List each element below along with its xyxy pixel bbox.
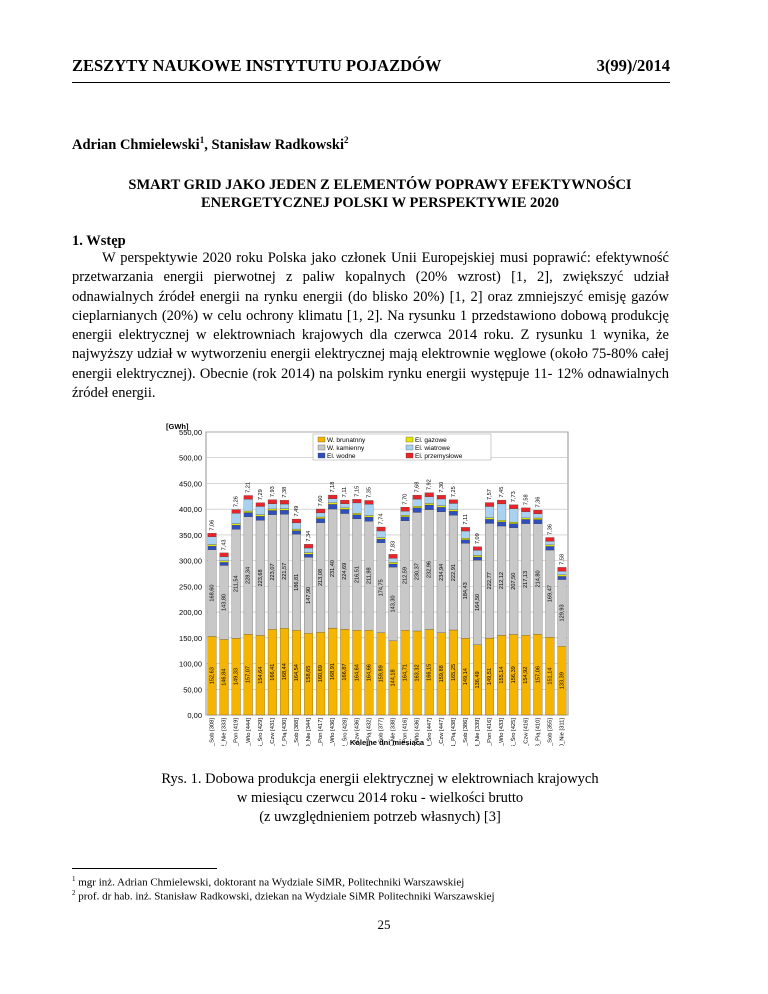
data-label: 7,34 — [306, 530, 313, 542]
issue-number: 3(99)/2014 — [596, 56, 670, 75]
legend-swatch — [406, 445, 413, 450]
data-label: 159,88 — [438, 665, 445, 683]
data-label: 7,74 — [378, 513, 385, 525]
bar-segment — [352, 515, 361, 519]
bar-segment — [268, 500, 277, 504]
x-tick-label: 08_Sob [388] — [294, 718, 301, 746]
data-label: 222,77 — [487, 572, 494, 590]
bar-segment — [546, 541, 555, 545]
bar-segment — [280, 500, 289, 504]
caption-line-3: (z uwzględnieniem potrzeb własnych) [3] — [259, 809, 501, 825]
bar-segment — [208, 533, 217, 537]
y-tick-label: 0,00 — [187, 711, 202, 720]
bar-segment — [497, 500, 506, 504]
data-label: 232,96 — [426, 561, 433, 579]
data-label: 231,40 — [330, 560, 337, 578]
bar-segment — [401, 515, 410, 517]
bar-segment — [268, 509, 277, 511]
bar-segment — [340, 500, 349, 504]
data-label: 149,33 — [233, 668, 240, 686]
footnote-2-num: 2 — [72, 889, 76, 897]
bar-segment — [365, 504, 374, 515]
x-tick-label: 26_Śro [425] — [511, 718, 518, 746]
bar-segment — [280, 510, 289, 514]
legend-swatch — [318, 453, 325, 458]
data-label: 7,36 — [535, 496, 542, 508]
data-label: 7,15 — [354, 485, 361, 497]
bar-segment — [413, 495, 422, 499]
bar-segment — [437, 499, 446, 506]
x-tick-label: 10_Pon [417] — [318, 718, 325, 746]
data-label: 7,70 — [402, 493, 409, 505]
x-tick-label: 14_Pią [432] — [366, 718, 373, 746]
data-label: 7,30 — [438, 481, 445, 493]
y-tick-label: 550,00 — [179, 428, 202, 437]
bar-segment — [256, 506, 265, 514]
x-tick-label: 21_Pią [438] — [450, 718, 457, 746]
data-label: 146,84 — [221, 668, 228, 686]
running-header — [72, 56, 670, 83]
x-tick-label: 06_Czw [431] — [269, 718, 276, 746]
y-tick-label: 50,00 — [183, 685, 202, 695]
bar-segment — [244, 499, 253, 511]
bar-segment — [497, 504, 506, 520]
bar-segment — [244, 495, 253, 499]
bar-segment — [389, 554, 398, 558]
bar-segment — [449, 503, 458, 509]
x-tick-label: 18_Wto [436] — [414, 718, 421, 746]
bar-segment — [389, 564, 398, 567]
data-label: 230,37 — [414, 563, 421, 581]
bar-segment — [340, 509, 349, 513]
data-label: 221,57 — [281, 562, 288, 580]
data-label: 159,89 — [378, 665, 385, 683]
data-label: 7,45 — [499, 486, 506, 498]
bar-segment — [546, 546, 555, 550]
bar-segment — [437, 506, 446, 508]
bar-segment — [328, 503, 337, 505]
bar-segment — [377, 527, 386, 531]
x-tick-label: 27_Czw [416] — [523, 718, 530, 746]
data-label: 154,64 — [257, 666, 264, 684]
data-label: 168,91 — [330, 662, 337, 681]
footnote-1-num: 1 — [72, 875, 76, 883]
bar-segment — [220, 562, 229, 565]
data-label: 164,64 — [354, 664, 361, 682]
data-label: 169,47 — [547, 585, 554, 603]
y-tick-label: 400,00 — [179, 505, 202, 515]
bar-segment — [509, 509, 518, 522]
data-label: 213,08 — [318, 568, 325, 587]
bar-segment — [304, 553, 313, 555]
y-tick-label: 250,00 — [179, 582, 202, 592]
bar-segment — [437, 495, 446, 499]
x-tick-label: 23_Nie [339] — [475, 718, 482, 746]
bar-segment — [449, 500, 458, 504]
bar-segment — [268, 510, 277, 514]
bar-segment — [232, 510, 241, 514]
data-label: 7,58 — [559, 553, 566, 565]
bar-segment — [292, 531, 301, 535]
bar-segment — [316, 513, 325, 517]
bar-segment — [533, 514, 542, 518]
caption-line-2: w miesiącu czerwcu 2014 roku - wielkości brutto — [236, 790, 524, 806]
data-label: 147,90 — [306, 586, 313, 604]
author-2-mark: 2 — [344, 135, 349, 145]
bar-segment — [485, 506, 494, 517]
bar-segment — [316, 517, 325, 519]
bar-segment — [461, 527, 470, 531]
bar-segment — [413, 506, 422, 508]
bar-segment — [521, 508, 530, 512]
x-tick-label: 19_Śro [447] — [426, 718, 433, 746]
bar-segment — [316, 509, 325, 513]
bar-segment — [304, 544, 313, 548]
bar-segment — [220, 557, 229, 561]
data-label: 7,35 — [366, 486, 373, 498]
data-label: 212,12 — [499, 572, 506, 590]
data-label: 152,63 — [209, 667, 216, 685]
data-label: 184,43 — [462, 582, 469, 600]
legend-swatch — [406, 437, 413, 442]
data-label: 149,51 — [487, 667, 494, 686]
legend-label: W. kamienny — [327, 445, 365, 452]
x-tick-label: 01_Sob [308] — [209, 718, 216, 746]
data-label: 168,60 — [209, 584, 216, 602]
bar-segment — [377, 538, 386, 540]
x-tick-label: 20_Czw [447] — [438, 718, 445, 746]
bar-segment — [352, 503, 361, 513]
bar-segment — [304, 548, 313, 553]
y-tick-label: 100,00 — [179, 659, 202, 669]
footnote-rule — [72, 868, 217, 869]
bar-segment — [473, 555, 482, 557]
data-label: 160,69 — [318, 665, 325, 683]
author-1: Adrian Chmielewski — [72, 136, 200, 153]
data-label: 7,21 — [245, 482, 252, 493]
bar-segment — [208, 537, 217, 545]
data-label: 158,65 — [306, 665, 313, 683]
legend-swatch — [318, 445, 325, 450]
bar-segment — [244, 513, 253, 517]
bar-segment — [485, 518, 494, 520]
bar-segment — [220, 553, 229, 557]
data-label: 7,73 — [511, 491, 518, 503]
data-label: 223,68 — [257, 569, 264, 587]
data-label: 7,11 — [342, 486, 349, 498]
data-label: 155,14 — [499, 666, 506, 684]
data-label: 149,14 — [462, 668, 469, 686]
bar-segment — [425, 505, 434, 510]
bar-segment — [220, 561, 229, 563]
bar-segment — [268, 504, 277, 509]
data-label: 216,51 — [354, 566, 361, 584]
bar-segment — [473, 550, 482, 555]
intro-paragraph — [72, 249, 669, 403]
data-label: 157,06 — [535, 666, 542, 684]
x-tick-label: 29_Sob [355] — [547, 718, 554, 746]
data-label: 168,44 — [281, 663, 288, 681]
legend-swatch — [406, 453, 413, 458]
bar-segment — [558, 571, 567, 575]
bar-segment — [401, 507, 410, 511]
data-label: 163,32 — [414, 664, 421, 682]
y-tick-label: 450,00 — [179, 479, 202, 489]
bar-segment — [521, 518, 530, 520]
authors — [72, 135, 349, 154]
data-label: 7,11 — [462, 514, 469, 525]
data-label: 211,98 — [366, 567, 373, 585]
bar-segment — [280, 504, 289, 509]
data-label: 7,43 — [221, 539, 228, 551]
bar-segment — [521, 512, 530, 518]
bar-segment — [473, 557, 482, 560]
data-label: 7,18 — [330, 481, 337, 493]
data-label: 136,49 — [474, 671, 481, 689]
data-label: 7,06 — [209, 519, 216, 531]
bar-segment — [497, 520, 506, 522]
bar-segment — [449, 510, 458, 512]
data-label: 212,59 — [402, 567, 409, 585]
bar-segment — [352, 499, 361, 503]
bar-segment — [232, 524, 241, 526]
bar-segment — [461, 531, 470, 538]
x-tick-label: 02_Nie [333] — [221, 718, 228, 746]
data-label: 211,54 — [233, 575, 240, 593]
bar-segment — [256, 515, 265, 517]
x-tick-label: 15_Sob [377] — [378, 718, 385, 746]
data-label: 7,60 — [318, 495, 325, 507]
y-tick-label: 300,00 — [179, 556, 202, 566]
bar-segment — [497, 522, 506, 526]
bar-segment — [377, 539, 386, 543]
data-label: 7,38 — [281, 486, 288, 498]
bar-segment — [340, 508, 349, 510]
y-axis-label: [GWh] — [166, 422, 189, 431]
bar-segment — [328, 499, 337, 503]
x-tick-label: 03_Pon [419] — [233, 718, 240, 746]
x-tick-label: 28_Pią [410] — [535, 718, 542, 746]
data-label: 164,50 — [474, 593, 481, 612]
data-label: 164,54 — [293, 664, 300, 682]
y-tick-label: 150,00 — [179, 633, 202, 643]
data-label: 222,91 — [450, 564, 457, 582]
data-label: 214,80 — [535, 570, 542, 588]
bar-segment — [413, 508, 422, 513]
bar-segment — [425, 497, 434, 504]
data-label: 157,07 — [245, 666, 252, 684]
data-label: 129,93 — [559, 604, 566, 622]
data-label: 7,83 — [390, 540, 397, 552]
data-label: 143,80 — [221, 593, 228, 612]
x-tick-label: 16_Nie [338] — [390, 718, 397, 746]
legend-label: El. przemysłowe — [415, 453, 463, 460]
bar-segment — [208, 546, 217, 550]
x-tick-label: 05_Śro [429] — [257, 718, 264, 746]
bar-segment — [292, 529, 301, 531]
author-1-mark: 1 — [199, 135, 205, 145]
bar-segment — [558, 575, 567, 577]
x-tick-label: 11_Wto [436] — [330, 718, 337, 746]
data-label: 7,25 — [450, 486, 457, 498]
data-label: 7,93 — [269, 486, 276, 498]
footnote-2 — [72, 889, 495, 903]
data-label: 166,15 — [426, 663, 433, 681]
y-tick-label: 500,00 — [179, 453, 202, 463]
y-tick-label: 350,00 — [179, 530, 202, 540]
x-axis-label: Kolejne dni miesiąca — [349, 738, 425, 746]
bar-segment — [558, 567, 567, 571]
data-label: 7,57 — [487, 489, 494, 501]
y-tick-label: 200,00 — [179, 608, 202, 618]
data-label: 156,39 — [511, 666, 518, 684]
data-label: 228,34 — [245, 566, 252, 584]
section-heading: 1. Wstęp — [72, 233, 126, 249]
bar-segment — [280, 509, 289, 511]
bar-segment — [521, 519, 530, 523]
bar-segment — [365, 516, 374, 518]
bar-segment — [461, 540, 470, 544]
data-label: 7,92 — [426, 479, 433, 491]
bar-segment — [401, 511, 410, 515]
bar-segment — [328, 504, 337, 509]
bar-segment — [377, 531, 386, 538]
bar-segment — [232, 513, 241, 523]
bar-segment — [461, 538, 470, 540]
bar-segment — [389, 562, 398, 564]
x-tick-label: 17_Pon [416] — [402, 718, 409, 746]
bar-segment — [401, 517, 410, 521]
bar-segment — [389, 558, 398, 562]
bar-segment — [292, 523, 301, 529]
bar-segment — [546, 537, 555, 541]
bar-segment — [533, 518, 542, 520]
bar-segment — [256, 516, 265, 520]
data-label: 166,41 — [269, 663, 276, 681]
data-label: 143,30 — [390, 595, 397, 613]
x-tick-label: 12_Śro [428] — [342, 718, 349, 746]
footnote-1 — [72, 875, 464, 889]
bar-segment — [244, 511, 253, 513]
bar-segment — [485, 519, 494, 523]
data-label: 224,69 — [342, 562, 349, 580]
bar-segment — [546, 545, 555, 547]
bar-segment — [316, 519, 325, 523]
bar-segment — [304, 554, 313, 557]
legend-label: El. wiatrowe — [415, 445, 451, 452]
bar-segment — [533, 510, 542, 514]
bar-segment — [208, 545, 217, 547]
x-tick-label: 04_Wto [444] — [245, 718, 252, 746]
production-chart — [158, 412, 574, 746]
legend-label: El. gazowe — [415, 437, 447, 444]
x-tick-label: 24_Pon [416] — [487, 718, 494, 746]
bar-segment — [509, 524, 518, 528]
journal-name: ZESZYTY NAUKOWE INSTYTUTU POJAZDÓW — [72, 56, 442, 75]
bar-segment — [365, 517, 374, 521]
data-label: 151,14 — [547, 667, 554, 685]
intro-text: W perspektywie 2020 roku Polska jako członek Unii Europejskiej musi poprawić: efektywność przetwarzania energii pierwotnej z paliw kopalnych (20% wzrost) [1, 2], zwiększyć udział odnawialnych źródeł energii na rynku energii (do blisko 20%) [1, 2] oraz zmniejszyć emisję gazów cieplarnianych (20%) w celu ochrony klimatu [1, 2]. Na rysunku 1 przedstawiono dobową produkcję energii elektrycznej w elektrowniach krajowych dla czerwca 2014 roku. Z rysunku 1 wynika, że najwyższy udział w wytworzeniu energii elektrycznej mają elektrownie węglowe (około 75-80% całej energii elektrycznej). Obecnie (rok 2014) na polskim rynku energii występuje 11- 12% odnawialnych źródeł energii. — [72, 250, 669, 402]
paper-title-line-2: ENERGETYCZNEJ POLSKI W PERSPEKTYWIE 2020 — [200, 195, 559, 211]
page-number: 25 — [377, 917, 391, 932]
author-sep: , — [204, 136, 212, 153]
bar-segment — [449, 511, 458, 515]
data-label: 166,87 — [342, 663, 349, 681]
x-tick-label: 25_Wto [433] — [499, 718, 506, 746]
data-label: 7,29 — [257, 489, 264, 501]
data-label: 144,18 — [390, 669, 397, 687]
data-label: 164,66 — [366, 664, 373, 682]
data-label: 7,09 — [474, 533, 481, 545]
data-label: 7,36 — [547, 524, 554, 535]
x-tick-label: 07_Pią [430] — [281, 718, 288, 746]
bar-segment — [473, 547, 482, 551]
author-2: Stanisław Radkowski — [211, 136, 345, 153]
data-label: 154,92 — [523, 666, 530, 684]
bar-segment — [425, 493, 434, 497]
x-tick-label: 22_Sob [386] — [462, 718, 469, 746]
x-tick-label: 09_Nie [344] — [306, 718, 313, 746]
footnote-1-text: mgr inż. Adrian Chmielewski, doktorant na Wydziale SiMR, Politechniki Warszawskiej — [78, 876, 465, 889]
data-label: 186,81 — [293, 573, 300, 591]
data-label: 7,26 — [233, 496, 240, 508]
chart-svg — [158, 412, 574, 746]
data-label: 7,49 — [293, 505, 300, 517]
legend-label: W. brunatnny — [327, 437, 366, 444]
legend-swatch — [318, 437, 325, 442]
data-label: 223,07 — [269, 563, 276, 581]
data-label: 7,68 — [414, 481, 421, 493]
bar-segment — [437, 507, 446, 512]
bar-segment — [558, 576, 567, 579]
bar-segment — [533, 520, 542, 524]
bar-segment — [232, 525, 241, 529]
bar-segment — [328, 495, 337, 499]
bar-segment — [485, 503, 494, 507]
bar-segment — [509, 522, 518, 524]
bar-segment — [292, 519, 301, 523]
bar-segment — [425, 503, 434, 505]
data-label: 174,75 — [378, 579, 385, 597]
bar-segment — [352, 513, 361, 515]
x-tick-label: 30_Nie [311] — [559, 718, 566, 746]
bar-segment — [509, 505, 518, 509]
caption-line-1: Rys. 1. Dobowa produkcja energii elektrycznej w elektrowniach krajowych — [161, 771, 599, 787]
data-label: 7,58 — [523, 494, 530, 506]
data-label: 217,13 — [523, 570, 530, 588]
bar-segment — [365, 500, 374, 504]
bar-segment — [256, 503, 265, 507]
legend-label: El. wodne — [327, 453, 356, 460]
bar-segment — [413, 499, 422, 506]
data-label: 164,71 — [402, 664, 409, 682]
paper-title-line-1: SMART GRID JAKO JEDEN Z ELEMENTÓW POPRAWY EFEKTYWNOŚCI — [128, 177, 632, 193]
bar-segment — [340, 504, 349, 508]
data-label: 133,39 — [559, 672, 566, 690]
data-label: 165,25 — [450, 663, 457, 682]
data-label: 234,94 — [438, 563, 445, 581]
data-label: 207,50 — [511, 572, 518, 590]
x-tick-label: 13_Czw [436] — [354, 718, 361, 746]
footnote-2-text: prof. dr hab. inż. Stanisław Radkowski, dziekan na Wydziale SiMR Politechniki Warszawskiej — [78, 890, 495, 903]
